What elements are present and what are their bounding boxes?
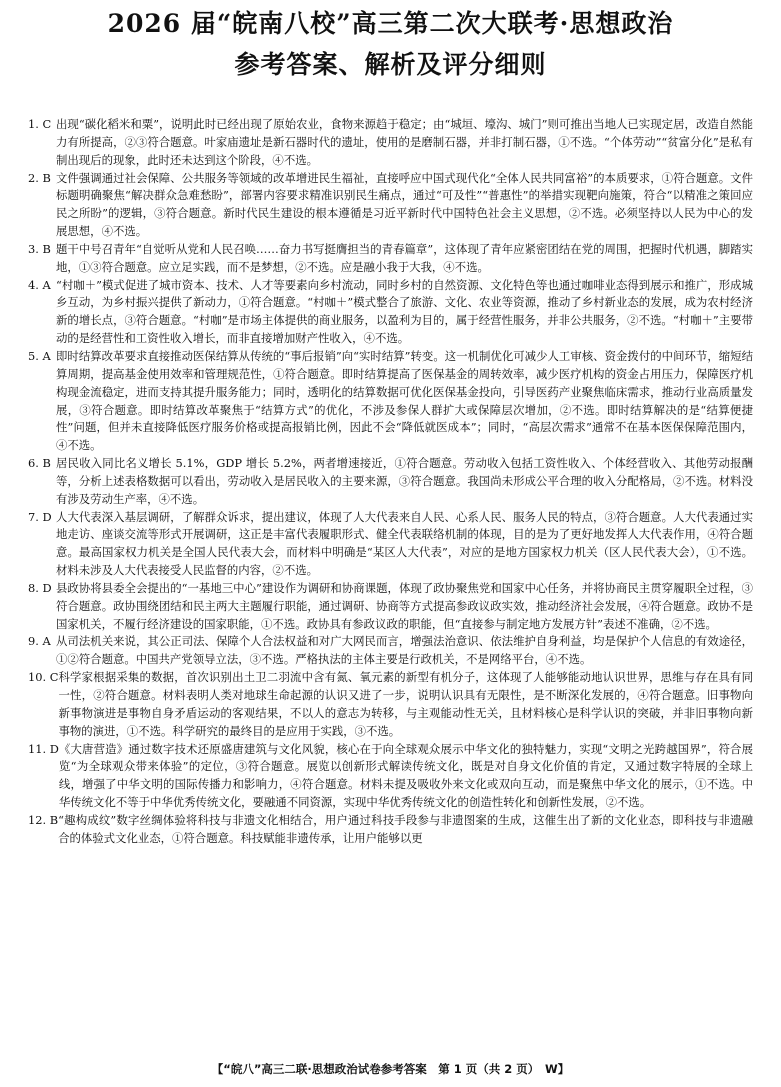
- answer-item: [28, 741, 753, 812]
- answer-number: 3. B: [28, 241, 51, 256]
- answer-number: 7. D: [28, 509, 52, 524]
- answer-explanation: 文件强调通过社会保障、公共服务等领域的改革增进民生福祉，直接呼应中国式现代化“全体人民共同富裕”的本质要求，①符合题意。文件标题明确聚焦“解决群众急难愁盼”，部署内容要求精准识别民生痛点，通过“可及性”“普惠性”的举措实现靶向施策，符合“以精准之策回应民之所盼”的逻辑，③符合题意。新时代民生建设的根本遵循是习近平新时代中国特色社会主义思想，②不选。必须坚持以人民为中心的发展思想，④不选。: [56, 170, 753, 239]
- document-title: 2026 届“皖南八校”高三第二次大联考·思想政治: [107, 9, 674, 38]
- answer-explanation: 县政协将县委全会提出的“一基地三中心”建设作为调研和协商课题，体现了政协聚焦党和国家中心任务，并将协商民主贯穿履职全过程，③符合题意。政协围绕团结和民主两大主题履行职能，通过调研、协商等方式提高参政议政实效，推动经济社会发展，④符合题意。政协不是国家机关，不履行经济建设的国家职能，①不选。政协具有参政议政的职能，但“直接参与制定地方发展方针”表述不准确，②不选。: [56, 580, 753, 631]
- answer-item: [28, 669, 753, 740]
- answer-explanation: 从司法机关来说，其公正司法、保障个人合法权益和对广大网民而言，增强法治意识、依法维护自身利益，均是保护个人信息的有效途径，①②符合题意。中国共产党领导立法，③不选。严格执法的主体主要是行政机关，不是网络平台，④不选。: [56, 634, 753, 667]
- answer-item: [28, 116, 753, 170]
- answer-explanation: 即时结算改革要求直接推动医保结算从传统的“事后报销”向“实时结算”转变。这一机制优化可减少人工审核、资金拨付的中间环节，缩短结算周期，提高基金使用效率和管理规范性，①符合题意。即时结算提高了医保基金的周转效率，减少医疗机构的资金占用压力，保障医疗机构现金流稳定，进而支持其提升服务能力；同时，透明化的结算数据可优化医保基金投向，引导医药产业聚焦临床需求，推动行业高质量发展，③符合题意。即时结算改革聚焦于“结算方式”的优化，不涉及参保人群扩大或保障层次增加，②不选。即时结算解决的是“结算便捷性”问题，但并未直接降低医疗服务价格或提高报销比例，因此不会“降低就医成本”；同时，“高层次需求”通常不在基本医保保障范围内，④不选。: [56, 348, 753, 453]
- answer-explanation: 出现“碳化稻米和粟”，说明此时已经出现了原始农业，食物来源趋于稳定；由“城垣、壕沟、城门”则可推出当地人已实现定居，改造自然能力有所提高，②③符合题意。叶家庙遗址是新石器时代的遗址，使用的是磨制石器，并非打制石器，①不选。“个体劳动”“贫富分化”是私有制出现后的现象，此时还未达到这个阶段，④不选。: [56, 117, 753, 167]
- answer-item: [28, 580, 753, 634]
- answer-item: [28, 277, 753, 348]
- answer-item: [28, 455, 753, 509]
- answer-explanation: 《大唐营造》通过数字技术还原盛唐建筑与文化风貌，核心在于向全球观众展示中华文化的独特魅力，实现“文明之光跨越国界”，符合展览“为全球观众带来体验”的定位，③符合题意。展览以创新形式解读传统文化，既是对自身文化价值的肯定，又通过数字特展的全球上线，增强了中华文明的国际传播力和影响力，④符合题意。材料未提及吸收外来文化或双向互动，而是聚焦中华文化的展示，①不选。中华传统文化不等于中华优秀传统文化，要融通不同资源，实现中华优秀传统文化的创造性转化和创新性发展，②不选。: [58, 741, 753, 810]
- answer-number: 11. D: [28, 741, 59, 756]
- answer-item: [28, 812, 753, 848]
- answer-list: [28, 116, 753, 848]
- answer-number: 5. A: [28, 348, 51, 363]
- answer-number: 2. B: [28, 170, 51, 185]
- answer-number: 6. B: [28, 456, 51, 471]
- answer-number: 8. D: [28, 580, 52, 595]
- answer-item: [28, 170, 753, 241]
- answer-explanation: 人大代表深入基层调研，了解群众诉求，提出建议，体现了人大代表来自人民、心系人民、服务人民的特点，③符合题意。人大代表通过实地走访、座谈交流等形式开展调研，这正是丰富代表履职形式、健全代表联络机制的体现，目的是为了更好地发挥人大代表作用，④符合题意。最高国家权力机关是全国人民代表大会，而材料中明确是“某区人大代表”，对应的是地方国家权力机关（区人民代表大会），①不选。材料未涉及人大代表接受人民监督的内容，②不选。: [56, 509, 753, 578]
- answer-item: [28, 241, 753, 277]
- document-subtitle: 参考答案、解析及评分细则: [234, 50, 547, 79]
- answer-number: 12. B: [28, 812, 59, 827]
- answer-number: 10. C: [28, 670, 59, 685]
- answer-explanation: 科学家根据采集的数据，首次识别出土卫二羽流中含有氮、氧元素的新型有机分子，这体现了人能够能动地认识世界，思维与存在具有同一性，②符合题意。材料表明人类对地球生命起源的认识又进了一步，说明认识具有无限性，是不断深化发展的，④符合题意。旧事物向新事物演进是事物自身矛盾运动的客观结果，不以人的意志为转移，与主观能动性无关，且材料核心是科学认识的突破，并非旧事物向新事物的演进，①不选。科学研究的最终目的是应用于实践，③不选。: [58, 670, 753, 738]
- answer-number: 1. C: [28, 117, 52, 131]
- answer-item: [28, 633, 753, 669]
- answer-item: [28, 348, 753, 455]
- answer-number: 9. A: [28, 634, 51, 649]
- answer-explanation: 题干中号召青年“自觉听从党和人民召唤……奋力书写挺膺担当的青春篇章”，这体现了青年应紧密团结在党的周围，把握时代机遇，脚踏实地，①③符合题意。应立足实践，而不是梦想，②不选。应是融小我于大我，④不选。: [56, 241, 753, 274]
- answer-explanation: “村咖＋”模式促进了城市资本、技术、人才等要素向乡村流动，同时乡村的自然资源、文化特色等也通过咖啡业态得到展示和推广，形成城乡互动，为乡村振兴提供了新动力，①符合题意。“村咖＋”模式整合了旅游、文化、农业等资源，推动了乡村新业态的发展，成为农村经济新的增长点，③符合题意。“村咖”是市场主体提供的商业服务，以盈利为目的，属于经营性服务，并非公共服务，②不选。“村咖＋”主要带动的是经营性和工资性收入增长，而非直接增加财产性收入，④不选。: [56, 277, 753, 346]
- answer-explanation: “趣构成纹”数字丝绸体验将科技与非遗文化相结合，用户通过科技手段参与非遗图案的生成，这催生出了新的文化业态，即科技与非遗融合的体验式文化业态，①符合题意。科技赋能非遗传承，让用户能够以更: [58, 812, 753, 845]
- answer-number: 4. A: [28, 277, 51, 292]
- page-footer: 【“皖八”高三二联·思想政治试卷参考答案 第 1 页（共 2 页） W】: [211, 1062, 570, 1076]
- answer-explanation: 居民收入同比名义增长 5.1%，GDP 增长 5.2%，两者增速接近，①符合题意。劳动收入包括工资性收入、个体经营收入、其他劳动报酬等，分析上述表格数据可以看出，劳动收入是居民收入的主要来源，③符合题意。我国尚未形成公平合理的收入分配格局，②不选。材料没有涉及劳动生产率，④不选。: [56, 456, 753, 506]
- answer-item: [28, 509, 753, 580]
